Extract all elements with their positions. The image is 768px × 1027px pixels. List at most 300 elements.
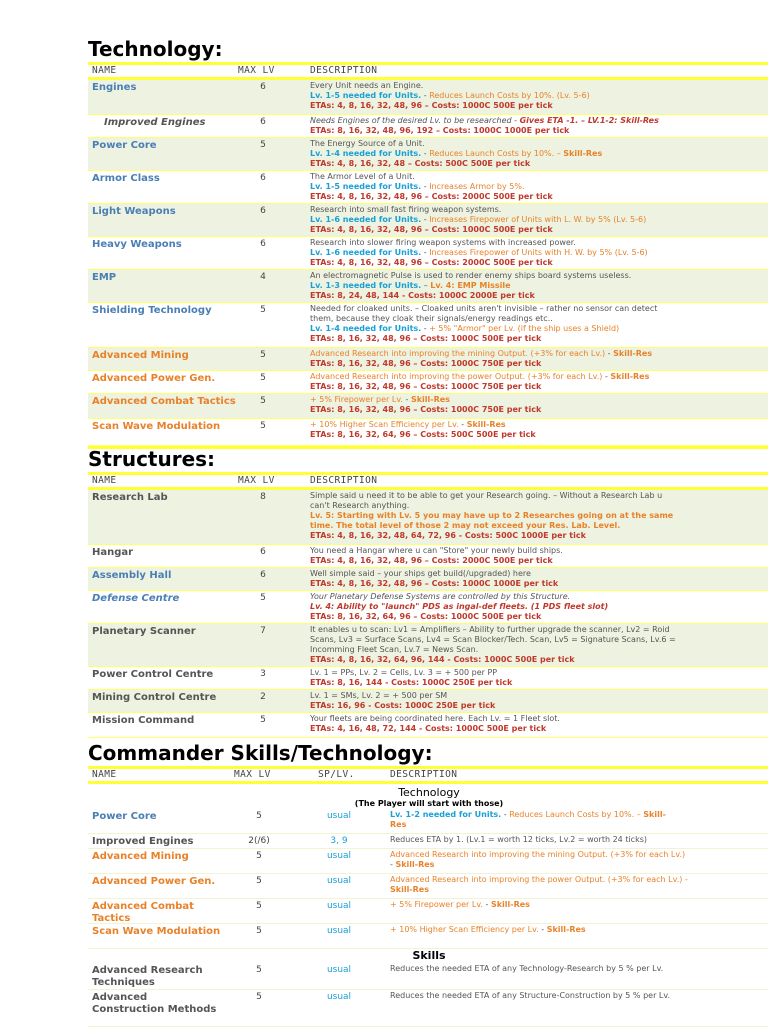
description-line <box>390 991 768 1001</box>
description-text: Research into small fast firing weapon systems. <box>310 205 502 214</box>
description-text: ETAs: 16, 96 - Costs: 1000C 250E per tick <box>310 701 496 710</box>
row-name: Assembly Hall <box>92 570 172 581</box>
row-max-lv: 3 <box>260 669 266 679</box>
description-line <box>310 501 765 511</box>
row-max-lv: 4 <box>260 272 266 282</box>
row-description <box>310 714 765 734</box>
description-text: Well simple said – your ships get build(/upgraded) here <box>310 569 531 578</box>
row-max-lv: 5 <box>260 140 266 150</box>
description-line <box>390 820 768 830</box>
table-row <box>88 204 768 237</box>
commander-skills-table <box>88 963 768 1027</box>
header-max-lv: MAX LV <box>238 65 275 76</box>
row-max-lv: 5 <box>260 715 266 725</box>
description-line <box>310 546 765 556</box>
description-line <box>390 964 768 974</box>
description-line <box>310 116 765 126</box>
row-name: Improved Engines <box>92 836 194 847</box>
description-line <box>310 304 765 314</box>
row-name: Scan Wave Modulation <box>92 926 221 937</box>
description-text: Your Planetary Defense Systems are controlled by this Structure. <box>310 592 571 601</box>
table-row <box>88 690 768 713</box>
description-line <box>310 81 765 91</box>
technology-note: (The Player will start with those) <box>354 799 504 808</box>
table-row <box>88 990 768 1027</box>
table-row <box>88 568 768 591</box>
description-text: Skill-Res <box>546 925 586 934</box>
description-line <box>310 248 765 258</box>
header-description: DESCRIPTION <box>310 65 378 76</box>
description-line <box>310 291 765 301</box>
table-row <box>88 834 768 849</box>
row-sp-per-lv: usual <box>326 876 352 886</box>
description-text: Needs Engines of the desired Lv. to be researched <box>310 116 512 125</box>
table-row <box>88 624 768 667</box>
description-line <box>310 678 765 688</box>
description-text: Skill-Res <box>390 885 429 894</box>
row-description <box>310 81 765 111</box>
description-text: Lv. 1-4 needed for Units. <box>310 149 422 158</box>
header-name: NAME <box>92 65 117 76</box>
row-max-lv: 2 <box>260 692 266 702</box>
row-description <box>310 691 765 711</box>
description-text: - <box>421 324 430 333</box>
description-text: It enables u to scan: Lv1 = Amplifiers – Ability to further upgrade the scanner, Lv2 = Roid <box>310 625 670 634</box>
description-line <box>310 139 765 149</box>
technology-section <box>88 36 768 449</box>
description-text: Increases Firepower of Units with H. W. by 5% (Lv. 5-6) <box>429 248 648 257</box>
row-sp-per-lv: usual <box>326 926 352 936</box>
description-line <box>310 172 765 182</box>
row-name: Advanced Combat Tactics <box>92 396 236 407</box>
description-text: Lv. 1-5 needed for Units. <box>310 91 422 100</box>
description-line <box>310 314 765 324</box>
description-text: - <box>402 395 411 404</box>
row-name: Power Core <box>92 811 157 822</box>
description-line <box>310 182 765 192</box>
description-text: Scans, Lv3 = Surface Scans, Lv4 = Scan Blocker/Tech. Scan, Lv5 = Signature Scans, Lv.6 = <box>310 635 676 644</box>
description-line <box>310 91 765 101</box>
header-description: DESCRIPTION <box>310 475 378 486</box>
table-row <box>88 545 768 568</box>
table-row <box>88 591 768 624</box>
description-text: ETAs: 8, 24, 48, 144 - Costs: 1000C 2000E per tick <box>310 291 535 300</box>
row-sp-per-lv: usual <box>326 965 352 975</box>
commander-technology-table <box>88 809 768 949</box>
row-name: Advanced Mining <box>92 851 189 862</box>
table-row <box>88 80 768 115</box>
description-line <box>310 349 765 359</box>
table-row <box>88 963 768 990</box>
description-text: Skill-Res <box>466 420 506 429</box>
description-text: Simple said u need it to be able to get your Research going. – Without a Research Lab u <box>310 491 663 500</box>
description-text: Lv. 1-3 needed for Units. <box>310 281 422 290</box>
header-name: NAME <box>92 475 117 486</box>
row-max-lv: 5 <box>256 926 262 936</box>
description-text: Skill-Res <box>610 372 650 381</box>
row-description <box>390 835 768 845</box>
description-text: - <box>501 810 510 819</box>
description-text: + 5% "Armor" per Lv. (if the ship uses a Shield) <box>429 324 620 333</box>
description-line <box>310 192 765 202</box>
description-line <box>310 556 765 566</box>
row-max-lv: 2(/6) <box>248 836 270 846</box>
row-name: Hangar <box>92 547 134 558</box>
description-text: Lv. 1 = SMs, Lv. 2 = + 500 per SM <box>310 691 448 700</box>
row-name: Improved Engines <box>104 117 206 128</box>
description-text: ETAs: 8, 16, 32, 48, 96 – Costs: 1000C 750E per tick <box>310 382 542 391</box>
description-line <box>310 281 765 291</box>
description-text: Your fleets are being coordinated here. Each Lv. = 1 Fleet slot. <box>310 714 560 723</box>
row-description <box>390 925 768 935</box>
row-max-lv: 7 <box>260 626 266 636</box>
row-name: Mission Command <box>92 715 195 726</box>
description-text: Research into slower firing weapon systems with increased power. <box>310 238 576 247</box>
table-row <box>88 809 768 834</box>
description-text: Lv. 1 = PPs, Lv. 2 = Cells, Lv. 3 = + 500 per PP <box>310 668 498 677</box>
description-line <box>310 511 765 521</box>
description-line <box>390 835 768 845</box>
table-row <box>88 138 768 171</box>
row-description <box>390 991 768 1001</box>
row-description <box>310 569 765 589</box>
description-text: ETAs: 4, 8, 16, 32, 48, 96 – Costs: 1000C 500E per tick <box>310 101 553 110</box>
description-line <box>310 714 765 724</box>
header-max-lv: MAX LV <box>238 475 275 486</box>
description-text: - <box>511 116 520 125</box>
row-description <box>310 420 765 440</box>
row-name: Shielding Technology <box>92 305 212 316</box>
description-line <box>310 521 765 531</box>
description-text: ETAs: 4, 8, 16, 32, 48, 96 – Costs: 1000C 1000E per tick <box>310 579 559 588</box>
description-text: - <box>538 925 547 934</box>
row-name: Advanced Power Gen. <box>92 876 216 887</box>
description-line <box>310 382 765 392</box>
description-line <box>390 860 768 870</box>
row-name: Armor Class <box>92 173 160 184</box>
row-description <box>310 625 765 665</box>
description-text: ETAs: 8, 16, 32, 48, 96 – Costs: 1000C 750E per tick <box>310 359 542 368</box>
description-line <box>310 215 765 225</box>
description-text: Incomming Fleet Scan, Lv.7 = News Scan. <box>310 645 479 654</box>
description-line <box>310 405 765 415</box>
row-description <box>310 271 765 301</box>
description-line <box>310 592 765 602</box>
row-description <box>390 810 768 830</box>
description-text: + 10% Higher Scan Efficiency per Lv. <box>390 925 539 934</box>
description-line <box>310 238 765 248</box>
description-text: - <box>390 860 396 869</box>
description-line <box>310 359 765 369</box>
skills-subheading: Skills <box>412 949 446 962</box>
row-sp-per-lv: usual <box>326 811 352 821</box>
structures-table <box>88 490 768 738</box>
description-text: Advanced Research into improving the power Output. (+3% for each Lv.) - <box>390 875 688 884</box>
section-title: Technology: <box>88 37 223 61</box>
description-line <box>310 625 765 635</box>
description-line <box>310 271 765 281</box>
description-text: The Energy Source of a Unit. <box>310 139 425 148</box>
description-text: Skill-Res <box>563 149 603 158</box>
description-text: ETAs: 4, 8, 16, 32, 48, 96 – Costs: 2000C 500E per tick <box>310 192 553 201</box>
description-line <box>310 126 765 136</box>
row-description <box>310 546 765 566</box>
header-description: DESCRIPTION <box>390 769 458 780</box>
description-text: ETAs: 8, 16, 32, 48, 96 – Costs: 1000C 750E per tick <box>310 405 542 414</box>
description-line <box>310 149 765 159</box>
row-description <box>310 668 765 688</box>
row-name: Advanced Research Techniques <box>92 965 203 988</box>
row-name: Defense Centre <box>92 593 180 604</box>
row-description <box>310 395 765 415</box>
description-line <box>310 569 765 579</box>
description-line <box>310 395 765 405</box>
description-text: Lv. 1-6 needed for Units. <box>310 215 422 224</box>
row-sp-per-lv: usual <box>326 992 352 1002</box>
description-text: Skill- <box>643 810 666 819</box>
description-line <box>310 635 765 645</box>
row-sp-per-lv: 3, 9 <box>330 836 348 846</box>
description-text: An electromagnetic Pulse is used to render enemy ships board systems useless. <box>310 271 632 280</box>
description-text: can't Research anything. <box>310 501 410 510</box>
table-header <box>88 475 768 487</box>
table-row <box>88 115 768 138</box>
row-description <box>390 850 768 870</box>
table-row <box>88 849 768 874</box>
description-line <box>310 101 765 111</box>
row-max-lv: 6 <box>260 570 266 580</box>
row-max-lv: 5 <box>260 421 266 431</box>
table-row <box>88 490 768 545</box>
row-max-lv: 6 <box>260 82 266 92</box>
description-text: Res <box>390 820 407 829</box>
description-line <box>310 531 765 541</box>
row-description <box>390 964 768 974</box>
row-max-lv: 5 <box>256 965 262 975</box>
description-text: - <box>602 372 611 381</box>
description-line <box>310 655 765 665</box>
description-text: Reduces ETA by 1. (Lv.1 = worth 12 ticks, Lv.2 = worth 24 ticks) <box>390 835 647 844</box>
row-description <box>310 172 765 202</box>
row-max-lv: 5 <box>260 350 266 360</box>
description-text: Lv. 1-4 needed for Units. <box>310 324 422 333</box>
description-text: ETAs: 8, 16, 32, 48, 96, 192 – Costs: 1000C 1000E per tick <box>310 126 570 135</box>
structures-section <box>88 446 768 738</box>
row-description <box>310 139 765 169</box>
row-max-lv: 5 <box>260 396 266 406</box>
description-line <box>310 372 765 382</box>
row-max-lv: 5 <box>256 992 262 1002</box>
description-text: Advanced Research into improving the mining Output. (+3% for each Lv.) <box>390 850 686 859</box>
table-row <box>88 171 768 204</box>
description-line <box>310 430 765 440</box>
description-text: - <box>482 900 491 909</box>
description-text: - <box>421 215 430 224</box>
description-text: ETAs: 4, 8, 16, 32, 64, 96, 144 - Costs: 1000C 500E per tick <box>310 655 575 664</box>
description-text: + 10% Higher Scan Efficiency per Lv. <box>310 420 459 429</box>
row-name: Power Control Centre <box>92 669 214 680</box>
row-max-lv: 5 <box>256 851 262 861</box>
table-row <box>88 270 768 303</box>
description-text: ETAs: 8, 16, 32, 64, 96 – Costs: 500C 500E per tick <box>310 430 536 439</box>
row-name: Engines <box>92 82 137 93</box>
table-header <box>88 769 768 781</box>
description-line <box>390 850 768 860</box>
description-text: Lv. 1-5 needed for Units. <box>310 182 422 191</box>
header-sp-lv: SP/LV. <box>318 769 355 780</box>
row-description <box>310 372 765 392</box>
description-line <box>310 324 765 334</box>
description-text: - <box>421 149 430 158</box>
description-text: ETAs: 4, 16, 48, 72, 144 - Costs: 1000C 500E per tick <box>310 724 547 733</box>
table-row <box>88 899 768 924</box>
row-name: Heavy Weapons <box>92 239 182 250</box>
description-text: + 5% Firepower per Lv. <box>310 395 403 404</box>
description-text: - <box>421 91 430 100</box>
description-line <box>390 875 768 885</box>
row-max-lv: 5 <box>260 373 266 383</box>
row-description <box>310 304 765 344</box>
description-line <box>390 810 768 820</box>
row-max-lv: 5 <box>256 876 262 886</box>
row-max-lv: 5 <box>256 901 262 911</box>
description-text: Lv. 4: Ability to "launch" PDS as ingal-def fleets. (1 PDS fleet slot) <box>310 602 609 611</box>
description-text: ETAs: 8, 16, 32, 64, 96 – Costs: 1000C 500E per tick <box>310 612 542 621</box>
table-row <box>88 237 768 270</box>
row-max-lv: 8 <box>260 492 266 502</box>
description-text: Lv. 5: Starting with Lv. 5 you may have up to 2 Researches going on at the same <box>310 511 674 520</box>
row-description <box>310 205 765 235</box>
row-name: Power Core <box>92 140 157 151</box>
description-text: ETAs: 4, 8, 16, 32, 48, 64, 72, 96 - Costs: 500C 1000E per tick <box>310 531 586 540</box>
description-text: Advanced Research into improving the power Output. (+3% for each Lv.) <box>310 372 603 381</box>
row-name: Mining Control Centre <box>92 692 217 703</box>
row-max-lv: 6 <box>260 239 266 249</box>
description-text: time. The total level of those 2 may not exceed your Res. Lab. Level. <box>310 521 621 530</box>
row-max-lv: 5 <box>256 811 262 821</box>
description-text: – <box>421 281 431 290</box>
description-text: Reduces Launch Costs by 10%. – <box>429 149 564 158</box>
description-text: ETAs: 4, 8, 16, 32, 48, 96 – Costs: 2000C 500E per tick <box>310 556 553 565</box>
description-text: - <box>421 182 430 191</box>
row-description <box>390 900 768 910</box>
table-row <box>88 667 768 690</box>
description-line <box>390 900 768 910</box>
description-text: - <box>421 248 430 257</box>
technology-table <box>88 80 768 446</box>
row-description <box>310 491 765 541</box>
description-text: Reduces the needed ETA of any Structure-Construction by 5 % per Lv. <box>390 991 671 1000</box>
description-text: ETAs: 4, 8, 16, 32, 48 – Costs: 500C 500E per tick <box>310 159 531 168</box>
table-row <box>88 874 768 899</box>
row-description <box>310 592 765 622</box>
row-max-lv: 6 <box>260 206 266 216</box>
row-name: Advanced Mining <box>92 350 189 361</box>
description-text: Increases Armor by 5%. <box>429 182 525 191</box>
row-max-lv: 6 <box>260 547 266 557</box>
description-line <box>310 701 765 711</box>
row-description <box>310 238 765 268</box>
row-name: Planetary Scanner <box>92 626 196 637</box>
description-line <box>310 612 765 622</box>
description-line <box>390 885 768 895</box>
description-text: + 5% Firepower per Lv. <box>390 900 483 909</box>
description-line <box>310 205 765 215</box>
table-row <box>88 371 768 394</box>
section-title: Commander Skills/Technology: <box>88 741 433 765</box>
table-header <box>88 65 768 77</box>
row-description <box>390 875 768 895</box>
table-row <box>88 348 768 371</box>
row-description <box>310 349 765 369</box>
description-line <box>310 491 765 501</box>
description-text: Skill-Res <box>613 349 653 358</box>
technology-subheading: Technology <box>398 786 460 799</box>
description-text: Lv. 1-6 needed for Units. <box>310 248 422 257</box>
divider <box>88 781 768 784</box>
description-text: Lv. 1-2 needed for Units. <box>390 810 502 819</box>
section-title: Structures: <box>88 447 216 471</box>
description-text: You need a Hangar where u can "Store" your newly build ships. <box>310 546 563 555</box>
row-max-lv: 6 <box>260 173 266 183</box>
table-row <box>88 713 768 738</box>
table-row <box>88 924 768 949</box>
description-text: Reduces Launch Costs by 10%. – <box>509 810 644 819</box>
row-name: Advanced Power Gen. <box>92 373 216 384</box>
description-line <box>310 258 765 268</box>
description-line <box>310 668 765 678</box>
row-name: Scan Wave Modulation <box>92 421 221 432</box>
description-line <box>310 420 765 430</box>
description-line <box>310 334 765 344</box>
row-max-lv: 5 <box>260 305 266 315</box>
description-text: Lv. 4: EMP Missile <box>430 281 511 290</box>
row-name: Research Lab <box>92 492 168 503</box>
row-name: Advanced Combat Tactics <box>92 901 194 924</box>
description-text: ETAs: 4, 8, 16, 32, 48, 96 – Costs: 1000C 500E per tick <box>310 225 553 234</box>
description-text: them, because they cloak their signals/energy readings etc.. <box>310 314 553 323</box>
row-max-lv: 6 <box>260 117 266 127</box>
row-sp-per-lv: usual <box>326 901 352 911</box>
description-line <box>310 579 765 589</box>
description-line <box>310 602 765 612</box>
table-row <box>88 419 768 446</box>
table-row <box>88 394 768 419</box>
row-max-lv: 5 <box>260 593 266 603</box>
description-text: The Armor Level of a Unit. <box>310 172 415 181</box>
row-description <box>310 116 765 136</box>
description-line <box>310 225 765 235</box>
header-max-lv: MAX LV <box>234 769 271 780</box>
description-line <box>310 724 765 734</box>
header-name: NAME <box>92 769 117 780</box>
description-line <box>390 925 768 935</box>
row-sp-per-lv: usual <box>326 851 352 861</box>
description-text: ETAs: 8, 16, 144 - Costs: 1000C 250E per tick <box>310 678 513 687</box>
description-text: Skill-Res <box>410 395 450 404</box>
description-text: Skill-Res <box>395 860 435 869</box>
description-text: Advanced Research into improving the mining Output. (+3% for each Lv.) <box>310 349 606 358</box>
description-text: ETAs: 4, 8, 16, 32, 48, 96 – Costs: 2000C 500E per tick <box>310 258 553 267</box>
description-text: - <box>458 420 467 429</box>
description-text: Gives ETA -1. – LV.1-2: Skill-Res <box>519 116 659 125</box>
description-line <box>310 691 765 701</box>
row-name: Light Weapons <box>92 206 176 217</box>
description-text: Every Unit needs an Engine. <box>310 81 424 90</box>
table-row <box>88 303 768 348</box>
commander-section <box>88 740 768 1027</box>
row-name: EMP <box>92 272 117 283</box>
